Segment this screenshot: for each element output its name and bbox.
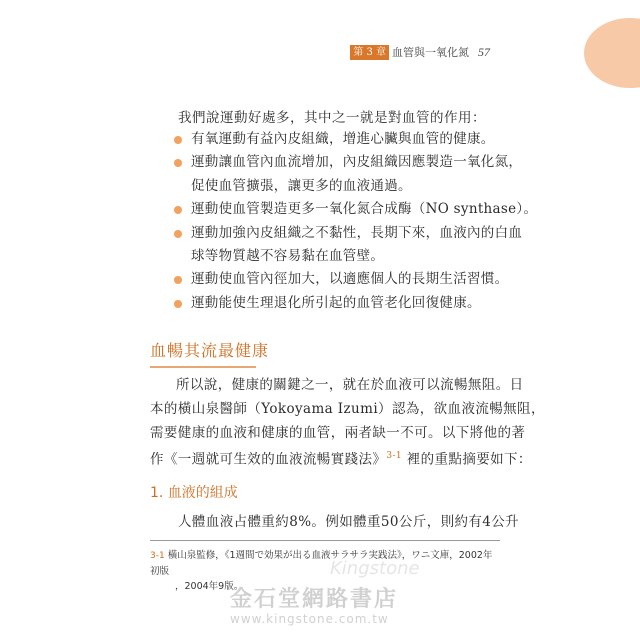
benefit-item-line: 運動讓血管內血流增加，內皮組織因應製造一氧化氮， — [191, 154, 523, 171]
section-paragraph — [150, 374, 545, 473]
benefit-item — [174, 222, 523, 269]
footnote-divider — [150, 540, 500, 541]
watermark-url: www.kingstone.com.tw — [230, 612, 389, 626]
benefit-item-line: 球等物質越不容易黏在血管壁。 — [191, 248, 385, 265]
footnote-line: ，2004年9版。 — [175, 581, 244, 592]
paragraph-line — [150, 445, 532, 472]
running-header — [350, 44, 490, 60]
section-heading: 血暢其流最健康 — [150, 341, 270, 360]
bullet-dot-icon — [174, 159, 182, 167]
benefit-list — [174, 128, 538, 315]
benefit-item-line: 運動加強內皮組織之不黏性，長期下來，血液內的白血 — [191, 224, 523, 241]
subsection-text: 人體血液占體重約8%。例如體重50公斤，則約有4公升 — [178, 514, 520, 530]
watermark-name: 金石堂網路書店 — [230, 586, 399, 612]
subsection-heading: 1. 血液的組成 — [150, 485, 238, 501]
footnote-line: 橫山泉監修，《1週間で効果が出る血液サラサラ実践法》，ワニ文庫，2002年初版 — [150, 550, 493, 577]
bullet-dot-icon — [174, 230, 182, 238]
corner-decoration — [584, 18, 640, 88]
bullet-dot-icon — [174, 206, 182, 214]
watermark-brand: Kingstone — [330, 558, 420, 579]
benefit-item — [174, 128, 514, 151]
section-underline — [150, 366, 256, 368]
footnote-mark: 3-1 — [150, 551, 165, 561]
benefit-item — [174, 292, 514, 315]
paragraph-line: 本的橫山泉醫師（Yokoyama Izumi）認為，欲血液流暢無阻， — [150, 400, 545, 417]
paragraph-line: 所以說，健康的關鍵之一，就在於血液可以流暢無阻。日 — [176, 377, 524, 393]
benefit-item-line: 有氧運動有益內皮組織，增進心臟與血管的健康。 — [191, 131, 495, 147]
bullet-dot-icon — [174, 300, 182, 308]
paragraph-fragment: 作《一週就可生效的血液流暢實踐法》 — [150, 451, 387, 468]
benefit-item — [174, 198, 538, 221]
benefit-item-line: 運動能使生理退化所引起的血管老化回復健康。 — [191, 294, 481, 311]
benefit-item — [174, 268, 514, 291]
chapter-badge: 第 3 章 — [350, 45, 389, 60]
benefit-item — [174, 151, 523, 198]
paragraph-line: 需要健康的血液和健康的血管，兩者缺一不可。以下將他的著 — [150, 424, 526, 441]
paragraph-fragment: 裡的重點摘要如下： — [406, 451, 532, 468]
chapter-title: 血管與一氧化氮 — [392, 46, 469, 59]
bullet-dot-icon — [174, 276, 182, 284]
footnote-reference[interactable]: 3-1 — [386, 451, 403, 462]
benefit-item-line: 促使血管擴張，讓更多的血液通過。 — [191, 177, 412, 194]
benefit-item-line: 運動使血管內徑加大，以適應個人的長期生活習慣。 — [191, 271, 509, 288]
page-number: 57 — [478, 44, 490, 59]
intro-text: 我們說運動好處多，其中之一就是對血管的作用： — [178, 110, 486, 126]
benefit-item-line: 運動使血管製造更多一氧化氮合成酶（NO synthase）。 — [191, 201, 538, 218]
bullet-dot-icon — [174, 136, 182, 144]
